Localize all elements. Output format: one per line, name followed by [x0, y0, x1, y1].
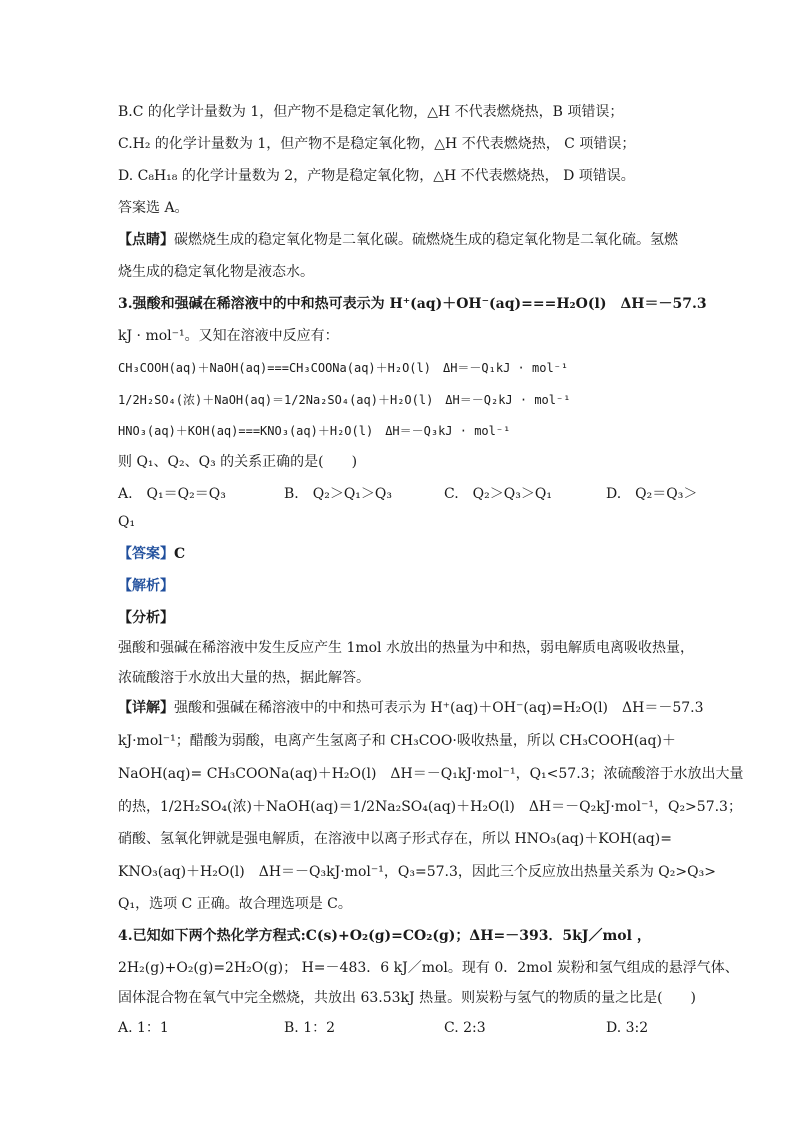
- q4-stem-line2: 2H₂(g)+O₂(g)=2H₂O(g)； H=－483．6 kJ／mol。现有 0．2mol 炭粉和氢气组成的悬浮气体、: [118, 960, 739, 976]
- detail-line2: kJ·mol⁻¹；醋酸为弱酸，电离产生氢离子和 CH₃COO·吸收热量，所以 CH₃COOH(aq)＋: [118, 733, 676, 749]
- q4-stem-line1: [118, 926, 651, 946]
- tip-tag: 【点睛】: [118, 232, 174, 248]
- answer-tag: 【答案】: [118, 546, 174, 562]
- tip-line: [118, 230, 678, 250]
- q3-reaction-1: CH₃COOH(aq)＋NaOH(aq)===CH₃COONa(aq)＋H₂O(l) ΔH＝－Q₁kJ · mol⁻¹: [118, 361, 569, 375]
- q3-stem-line1: [118, 294, 707, 314]
- answer-value: C: [174, 546, 186, 562]
- q4-option-d: D. 3:2: [606, 1020, 649, 1036]
- detail-line3: NaOH(aq)= CH₃COONa(aq)＋H₂O(l) ΔH＝－Q₁kJ·mol⁻¹，Q₁<57.3；浓硫酸溶于水放出大量: [118, 766, 744, 782]
- q3-reaction-3: HNO₃(aq)＋KOH(aq)===KNO₃(aq)＋H₂O(l) ΔH＝－Q₃kJ · mol⁻¹: [118, 424, 511, 438]
- q4-stem-text1: 4.已知如下两个热化学方程式:C(s)+O₂(g)=CO₂(g)；ΔH=－393．5kJ／mol ，: [118, 928, 651, 944]
- tip-text-continued: 烧生成的稳定氧化物是液态水。: [118, 264, 314, 280]
- q3-stem-text1: 3.强酸和强碱在稀溶液中的中和热可表示为 H⁺(aq)＋OH⁻(aq)===H₂O(l) ΔH＝－57.3: [118, 296, 707, 312]
- detail-tag: 【详解】: [118, 700, 174, 716]
- q3-stem-line2: kJ · mol⁻¹。又知在溶液中反应有：: [118, 328, 339, 344]
- option-c-explanation: C.H₂ 的化学计量数为 1，但产物不是稳定氧化物，△H 不代表燃烧热， C 项错误；: [118, 136, 636, 152]
- q4-option-a: A. 1：1: [118, 1020, 169, 1036]
- detail-line5: 硝酸、氢氧化钾就是强电解质，在溶液中以离子形式存在，所以 HNO₃(aq)＋KOH(aq)=: [118, 831, 672, 847]
- fenxi-line2: 浓硫酸溶于水放出大量的热，据此解答。: [118, 670, 370, 686]
- detail-line4: 的热，1/2H₂SO₄(浓)＋NaOH(aq)＝1/2Na₂SO₄(aq)＋H₂O(l) ΔH＝－Q₂kJ·mol⁻¹，Q₂>57.3；: [118, 799, 742, 815]
- q4-option-b: B. 1：2: [284, 1020, 336, 1036]
- tip-text: 碳燃烧生成的稳定氧化物是二氧化碳。硫燃烧生成的稳定氧化物是二氧化硫。氢燃: [174, 232, 678, 248]
- detail-line1: [118, 698, 704, 718]
- q3-option-d: D. Q₂＝Q₃＞: [606, 486, 698, 502]
- q4-stem-line3: 固体混合物在氧气中完全燃烧，共放出 63.53kJ 热量。则炭粉与氢气的物质的量之比是( ): [118, 990, 696, 1006]
- option-d-explanation: D. C₈H₁₈ 的化学计量数为 2，产物是稳定氧化物，△H 不代表燃烧热， D 项错误。: [118, 168, 635, 184]
- q3-option-c: C. Q₂＞Q₃＞Q₁: [444, 486, 552, 502]
- q3-answer-line: [118, 544, 185, 564]
- detail-text1: 强酸和强碱在稀溶液中的中和热可表示为 H⁺(aq)＋OH⁻(aq)=H₂O(l) ΔH＝－57.3: [174, 700, 704, 716]
- option-b-explanation: B.C 的化学计量数为 1，但产物不是稳定氧化物，△H 不代表燃烧热，B 项错误；: [118, 104, 624, 120]
- detail-line6: KNO₃(aq)＋H₂O(l) ΔH＝－Q₃kJ·mol⁻¹，Q₃=57.3，因此三个反应放出热量关系为 Q₂>Q₃>: [118, 864, 716, 880]
- q3-reaction-2: 1/2H₂SO₄(浓)＋NaOH(aq)＝1/2Na₂SO₄(aq)＋H₂O(l) ΔH＝－Q₂kJ · mol⁻¹: [118, 393, 571, 407]
- analysis-tag: 【解析】: [118, 578, 174, 594]
- q4-option-c: C. 2:3: [444, 1020, 486, 1036]
- detail-line7: Q₁，选项 C 正确。故合理选项是 C。: [118, 896, 352, 912]
- q3-option-a: A. Q₁＝Q₂＝Q₃: [118, 486, 226, 502]
- fenxi-tag: 【分析】: [118, 610, 174, 626]
- fenxi-line1: 强酸和强碱在稀溶液中发生反应产生 1mol 水放出的热量为中和热，弱电解质电离吸收热量，: [118, 640, 694, 656]
- answer-line: 答案选 A。: [118, 200, 189, 216]
- q3-option-d-wrap: Q₁: [118, 514, 136, 530]
- q3-option-b: B. Q₂＞Q₁＞Q₃: [284, 486, 393, 502]
- q3-question: 则 Q₁、Q₂、Q₃ 的关系正确的是( ): [118, 454, 358, 470]
